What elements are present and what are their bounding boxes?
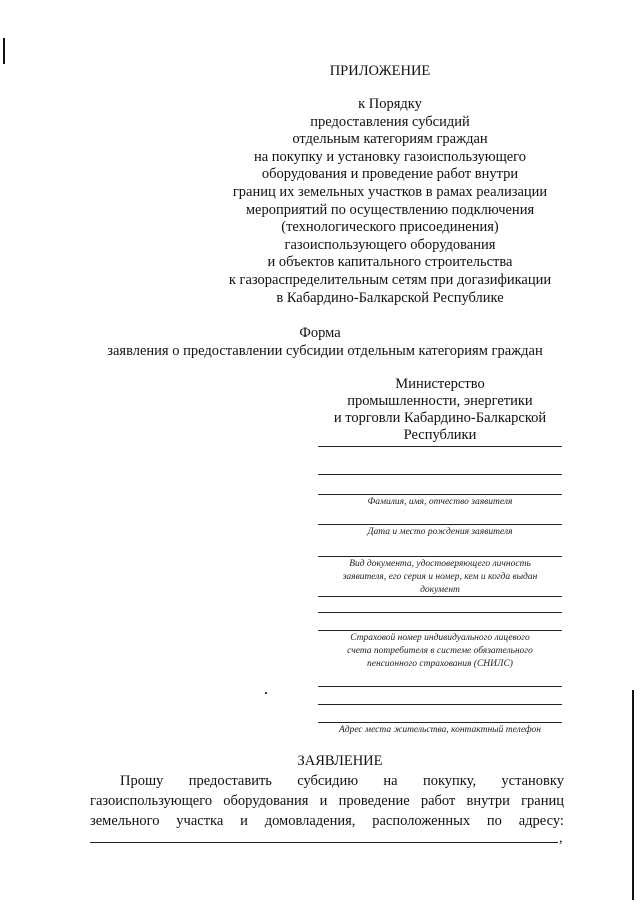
address-field-line-3[interactable] xyxy=(318,722,562,723)
appendix-lines xyxy=(200,96,580,307)
doc-caption-line: Вид документа, удостоверяющего личность xyxy=(349,559,531,569)
statement-word: по xyxy=(486,813,502,829)
doc-field-line[interactable] xyxy=(318,556,562,557)
snils-caption-line: счета потребителя в системе обязательного xyxy=(347,646,533,656)
address-caption: Адрес места жительства, контактный телефон xyxy=(338,725,542,735)
doc-caption-line: документ xyxy=(420,585,460,595)
statement-word: внутри xyxy=(466,793,510,809)
doc-extra-line-1[interactable] xyxy=(318,596,562,597)
appendix-line: в Кабардино-Балкарской Республике xyxy=(276,289,504,306)
doc-caption-line: заявителя, его серия и номер, кем и когда выдан xyxy=(342,572,538,582)
statement-word: Прошу xyxy=(120,773,164,789)
statement-word: на xyxy=(383,773,398,789)
statement-word: покупку, xyxy=(422,773,477,789)
statement-word: земельного xyxy=(90,813,160,829)
statement-word: домовладения, xyxy=(264,813,356,829)
statement-word: адресу: xyxy=(518,813,564,829)
statement-word: установку xyxy=(501,773,564,789)
form-title-line1: Форма xyxy=(299,325,341,341)
trailing-comma: , xyxy=(559,830,563,846)
appendix-line: к газораспределительным сетям при догазификации xyxy=(228,271,552,288)
statement-line-2 xyxy=(90,791,564,811)
doc-extra-line-2[interactable] xyxy=(318,612,562,613)
doc-caption xyxy=(318,558,562,597)
statement-word: субсидию xyxy=(297,773,359,789)
stray-dot xyxy=(265,692,267,694)
appendix-line: (технологического присоединения) xyxy=(281,219,499,236)
appendix-line: и объектов капитального строительства xyxy=(267,254,513,271)
statement-word: границ xyxy=(521,793,564,809)
addressee-line: промышленности, энергетики xyxy=(347,393,533,409)
addressee-line: и торговли Кабардино-Балкарской xyxy=(333,410,547,426)
address-input-line[interactable] xyxy=(90,842,558,843)
statement-word: работ xyxy=(420,793,456,809)
fio-field-line-2[interactable] xyxy=(318,474,562,475)
snils-field-line[interactable] xyxy=(318,630,562,631)
appendix-line: отдельным категориям граждан xyxy=(292,131,488,148)
appendix-header xyxy=(200,60,580,307)
form-title-line2: заявления о предоставлении субсидии отдельным категориям граждан xyxy=(107,343,543,359)
scan-mark-right-bottom xyxy=(632,690,634,900)
fio-field-line-3[interactable] xyxy=(318,494,562,495)
statement-word: предоставить xyxy=(188,773,272,789)
appendix-title: ПРИЛОЖЕНИЕ xyxy=(329,63,431,79)
addressee-line: Министерство xyxy=(395,376,485,392)
statement-line-1 xyxy=(120,771,564,791)
appendix-line: на покупку и установку газоиспользующего xyxy=(253,148,527,165)
statement-line-3 xyxy=(90,811,564,831)
birth-caption: Дата и место рождения заявителя xyxy=(367,527,513,537)
statement-word: и xyxy=(240,813,248,829)
address-field-line-1[interactable] xyxy=(318,686,562,687)
birth-field-line[interactable] xyxy=(318,524,562,525)
statement-heading: ЗАЯВЛЕНИЕ xyxy=(297,753,383,769)
address-field-line-2[interactable] xyxy=(318,704,562,705)
snils-caption xyxy=(318,632,562,671)
fio-field-line-1[interactable] xyxy=(318,446,562,447)
appendix-line: оборудования и проведение работ внутри xyxy=(261,166,519,183)
appendix-line: предоставления субсидий xyxy=(310,113,470,130)
snils-caption-line: Страховой номер индивидуального лицевого xyxy=(350,633,530,643)
fio-caption: Фамилия, имя, отчество заявителя xyxy=(367,497,513,507)
statement-word: проведение xyxy=(338,793,410,809)
statement-word: газоиспользующего xyxy=(90,793,213,809)
addressee-block xyxy=(310,376,570,444)
statement-word: и xyxy=(319,793,328,809)
appendix-line: мероприятий по осуществлению подключения xyxy=(245,201,535,218)
statement-word: участка xyxy=(176,813,224,829)
snils-caption-line: пенсионного страхования (СНИЛС) xyxy=(367,659,513,669)
statement-word: оборудования xyxy=(223,793,309,809)
form-title xyxy=(60,324,590,360)
addressee-line: Республики xyxy=(403,427,477,443)
appendix-line: границ их земельных участков в рамах реализации xyxy=(232,183,548,200)
appendix-line: газоиспользующего оборудования xyxy=(284,236,496,253)
appendix-line: к Порядку xyxy=(358,96,422,112)
statement-word: расположенных xyxy=(372,813,471,829)
scan-mark-top-left xyxy=(3,38,5,64)
